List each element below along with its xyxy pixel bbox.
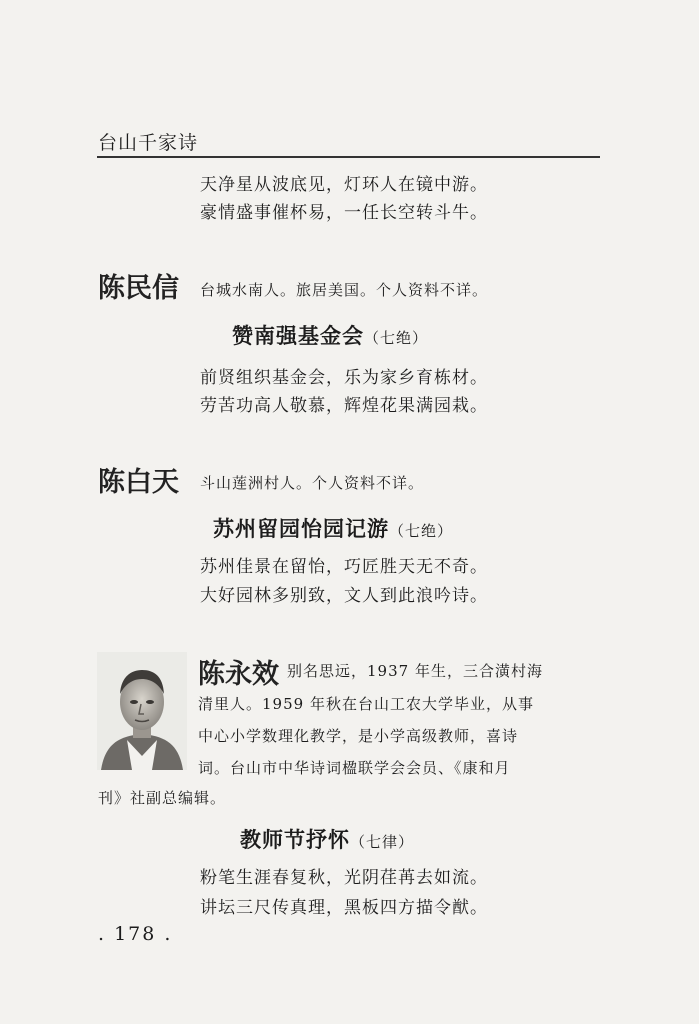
poet-bio-line: 词。台山市中华诗词楹联学会会员、《康和月 [198,759,511,777]
poem-form: （七律） [350,833,415,851]
poem-form: （七绝） [364,329,429,347]
poet-bio-line: 刊》社副总编辑。 [98,789,227,807]
verse-line: 天净星从波底见，灯环人在镜中游。 [200,175,488,195]
poem-title [240,824,414,854]
poem-title [232,320,428,350]
poem-title-text: 教师节抒怀 [240,828,350,852]
poet-bio-line: 中心小学数理化教学，是小学高级教师，喜诗 [198,727,519,745]
verse-line: 劳苦功高人敬慕，辉煌花果满园栽。 [200,396,488,416]
poet-bio: 台城水南人。旅居美国。个人资料不详。 [200,281,489,299]
poet-bio-line: 清里人。1959 年秋在台山工农大学毕业，从事 [198,695,534,713]
poem-title [213,513,453,543]
page-header-title: 台山千家诗 [98,132,199,154]
poet-bio-line: 别名思远，1937 年生，三合潢村海 [287,662,543,680]
portrait-icon [97,652,187,770]
page-number: . 178 . [98,923,173,945]
poet-bio: 斗山莲洲村人。个人资料不详。 [200,474,425,492]
verse-line: 豪情盛事催杯易，一任长空转斗牛。 [200,203,488,223]
verse-line: 讲坛三尺传真理，黑板四方描令猷。 [200,898,488,918]
verse-line: 粉笔生涯春复秋，光阴荏苒去如流。 [200,868,488,888]
poem-title-text: 赞南强基金会 [232,324,364,348]
verse-line: 前贤组织基金会，乐为家乡育栋材。 [200,368,488,388]
poem-title-text: 苏州留园怡园记游 [213,517,389,541]
verse-line: 大好园林多别致，文人到此浪吟诗。 [200,586,488,606]
poem-form: （七绝） [389,522,454,540]
poet-portrait-photo [97,652,187,770]
verse-line: 苏州佳景在留怡，巧匠胜天无不奇。 [200,557,488,577]
poet-name: 陈白天 [98,467,179,498]
poet-name: 陈永效 [198,659,279,690]
header-rule [97,156,600,158]
poet-name: 陈民信 [98,273,179,304]
